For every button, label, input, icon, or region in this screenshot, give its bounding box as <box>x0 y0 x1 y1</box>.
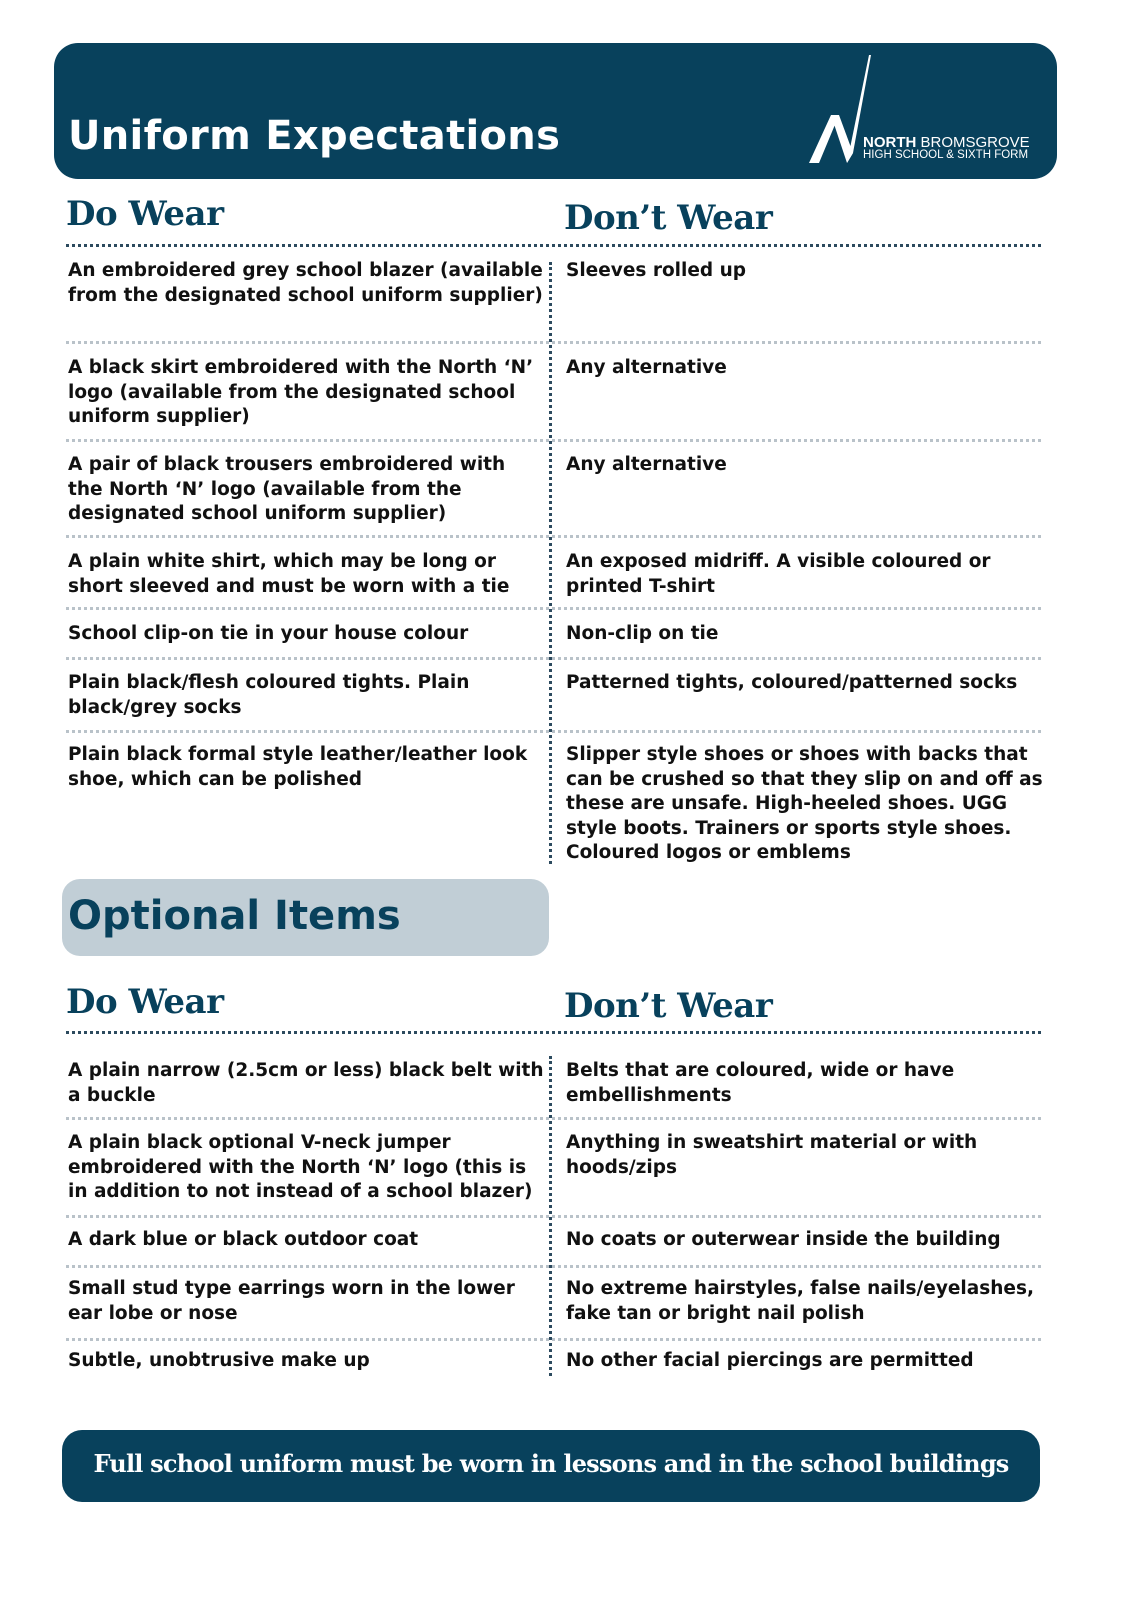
column-divider <box>549 262 552 864</box>
do-wear-item: School clip-on tie in your house colour <box>68 623 469 644</box>
dont-wear-item: Sleeves rolled up <box>566 260 746 281</box>
logo-text <box>863 134 1030 161</box>
optional-heading-divider <box>66 1031 1041 1034</box>
row-divider <box>66 535 1041 538</box>
optional-dont-wear-item: No other facial piercings are permitted <box>566 1350 974 1371</box>
optional-do-wear-heading: Do Wear <box>66 982 224 1022</box>
row-divider <box>66 1117 1041 1120</box>
do-wear-item: A pair of black trousers embroidered with the North ‘N’ logo (available from the designated school uniform supplier) <box>68 454 506 524</box>
footer-text: Full school uniform must be worn in lessons and in the school buildings <box>93 1449 1009 1478</box>
dont-wear-item: Any alternative <box>566 454 727 475</box>
school-logo <box>809 55 1049 167</box>
dont-wear-item: Patterned tights, coloured/patterned socks <box>566 672 1018 693</box>
dont-wear-item: Slipper style shoes or shoes with backs that can be crushed so that they slip on and off as these are unsafe. High-heeled shoes. UGG style boots. Trainers or sports style shoes. Coloured logos or emblems <box>566 744 1043 863</box>
row-divider <box>66 439 1041 442</box>
optional-dont-wear-heading: Don’t Wear <box>564 986 773 1026</box>
page-title: Uniform Expectations <box>68 113 561 159</box>
optional-do-wear-item: Subtle, unobtrusive make up <box>68 1350 370 1371</box>
dont-wear-heading: Don’t Wear <box>564 198 773 238</box>
logo-subtitle: HIGH SCHOOL & SIXTH FORM <box>863 149 1029 161</box>
dont-wear-item: An exposed midriff. A visible coloured or printed T-shirt <box>566 551 991 597</box>
optional-do-wear-item: A dark blue or black outdoor coat <box>68 1229 419 1250</box>
row-divider <box>66 730 1041 733</box>
row-divider <box>66 1338 1041 1341</box>
footer-banner <box>62 1430 1040 1502</box>
optional-dont-wear-item: Belts that are coloured, wide or have embellishments <box>566 1060 955 1106</box>
dont-wear-item: Non-clip on tie <box>566 623 719 644</box>
do-wear-item: Plain black formal style leather/leather look shoe, which can be polished <box>68 744 528 790</box>
row-divider <box>66 341 1041 344</box>
row-divider <box>66 1265 1041 1268</box>
optional-items-banner <box>62 879 549 956</box>
row-divider <box>66 607 1041 610</box>
do-wear-item: Plain black/flesh coloured tights. Plain black/grey socks <box>68 672 470 718</box>
logo-name-bold: NORTH <box>863 134 917 151</box>
row-divider <box>66 657 1041 660</box>
do-wear-item: A black skirt embroidered with the North ‘N’ logo (available from the designated school uniform supplier) <box>68 357 534 427</box>
optional-dont-wear-item: Anything in sweatshirt material or with hoods/zips <box>566 1132 978 1178</box>
do-wear-item: A plain white shirt, which may be long or short sleeved and must be worn with a tie <box>68 551 510 597</box>
optional-do-wear-item: A plain narrow (2.5cm or less) black belt with a buckle <box>68 1060 544 1106</box>
do-wear-item: An embroidered grey school blazer (available from the designated school uniform supplier) <box>68 260 543 306</box>
heading-divider <box>66 244 1041 247</box>
optional-dont-wear-item: No extreme hairstyles, false nails/eyelashes, fake tan or bright nail polish <box>566 1278 1035 1324</box>
optional-do-wear-item: A plain black optional V-neck jumper embroidered with the North ‘N’ logo (this is in addition to not instead of a school blazer) <box>68 1132 533 1202</box>
dont-wear-item: Any alternative <box>566 357 727 378</box>
optional-do-wear-item: Small stud type earrings worn in the lower ear lobe or nose <box>68 1278 515 1324</box>
header-banner <box>54 43 1057 179</box>
optional-dont-wear-item: No coats or outerwear inside the building <box>566 1229 1001 1250</box>
do-wear-heading: Do Wear <box>66 194 224 234</box>
row-divider <box>66 1215 1041 1218</box>
logo-name-regular: BROMSGROVE <box>920 134 1030 151</box>
optional-items-title: Optional Items <box>68 893 401 939</box>
